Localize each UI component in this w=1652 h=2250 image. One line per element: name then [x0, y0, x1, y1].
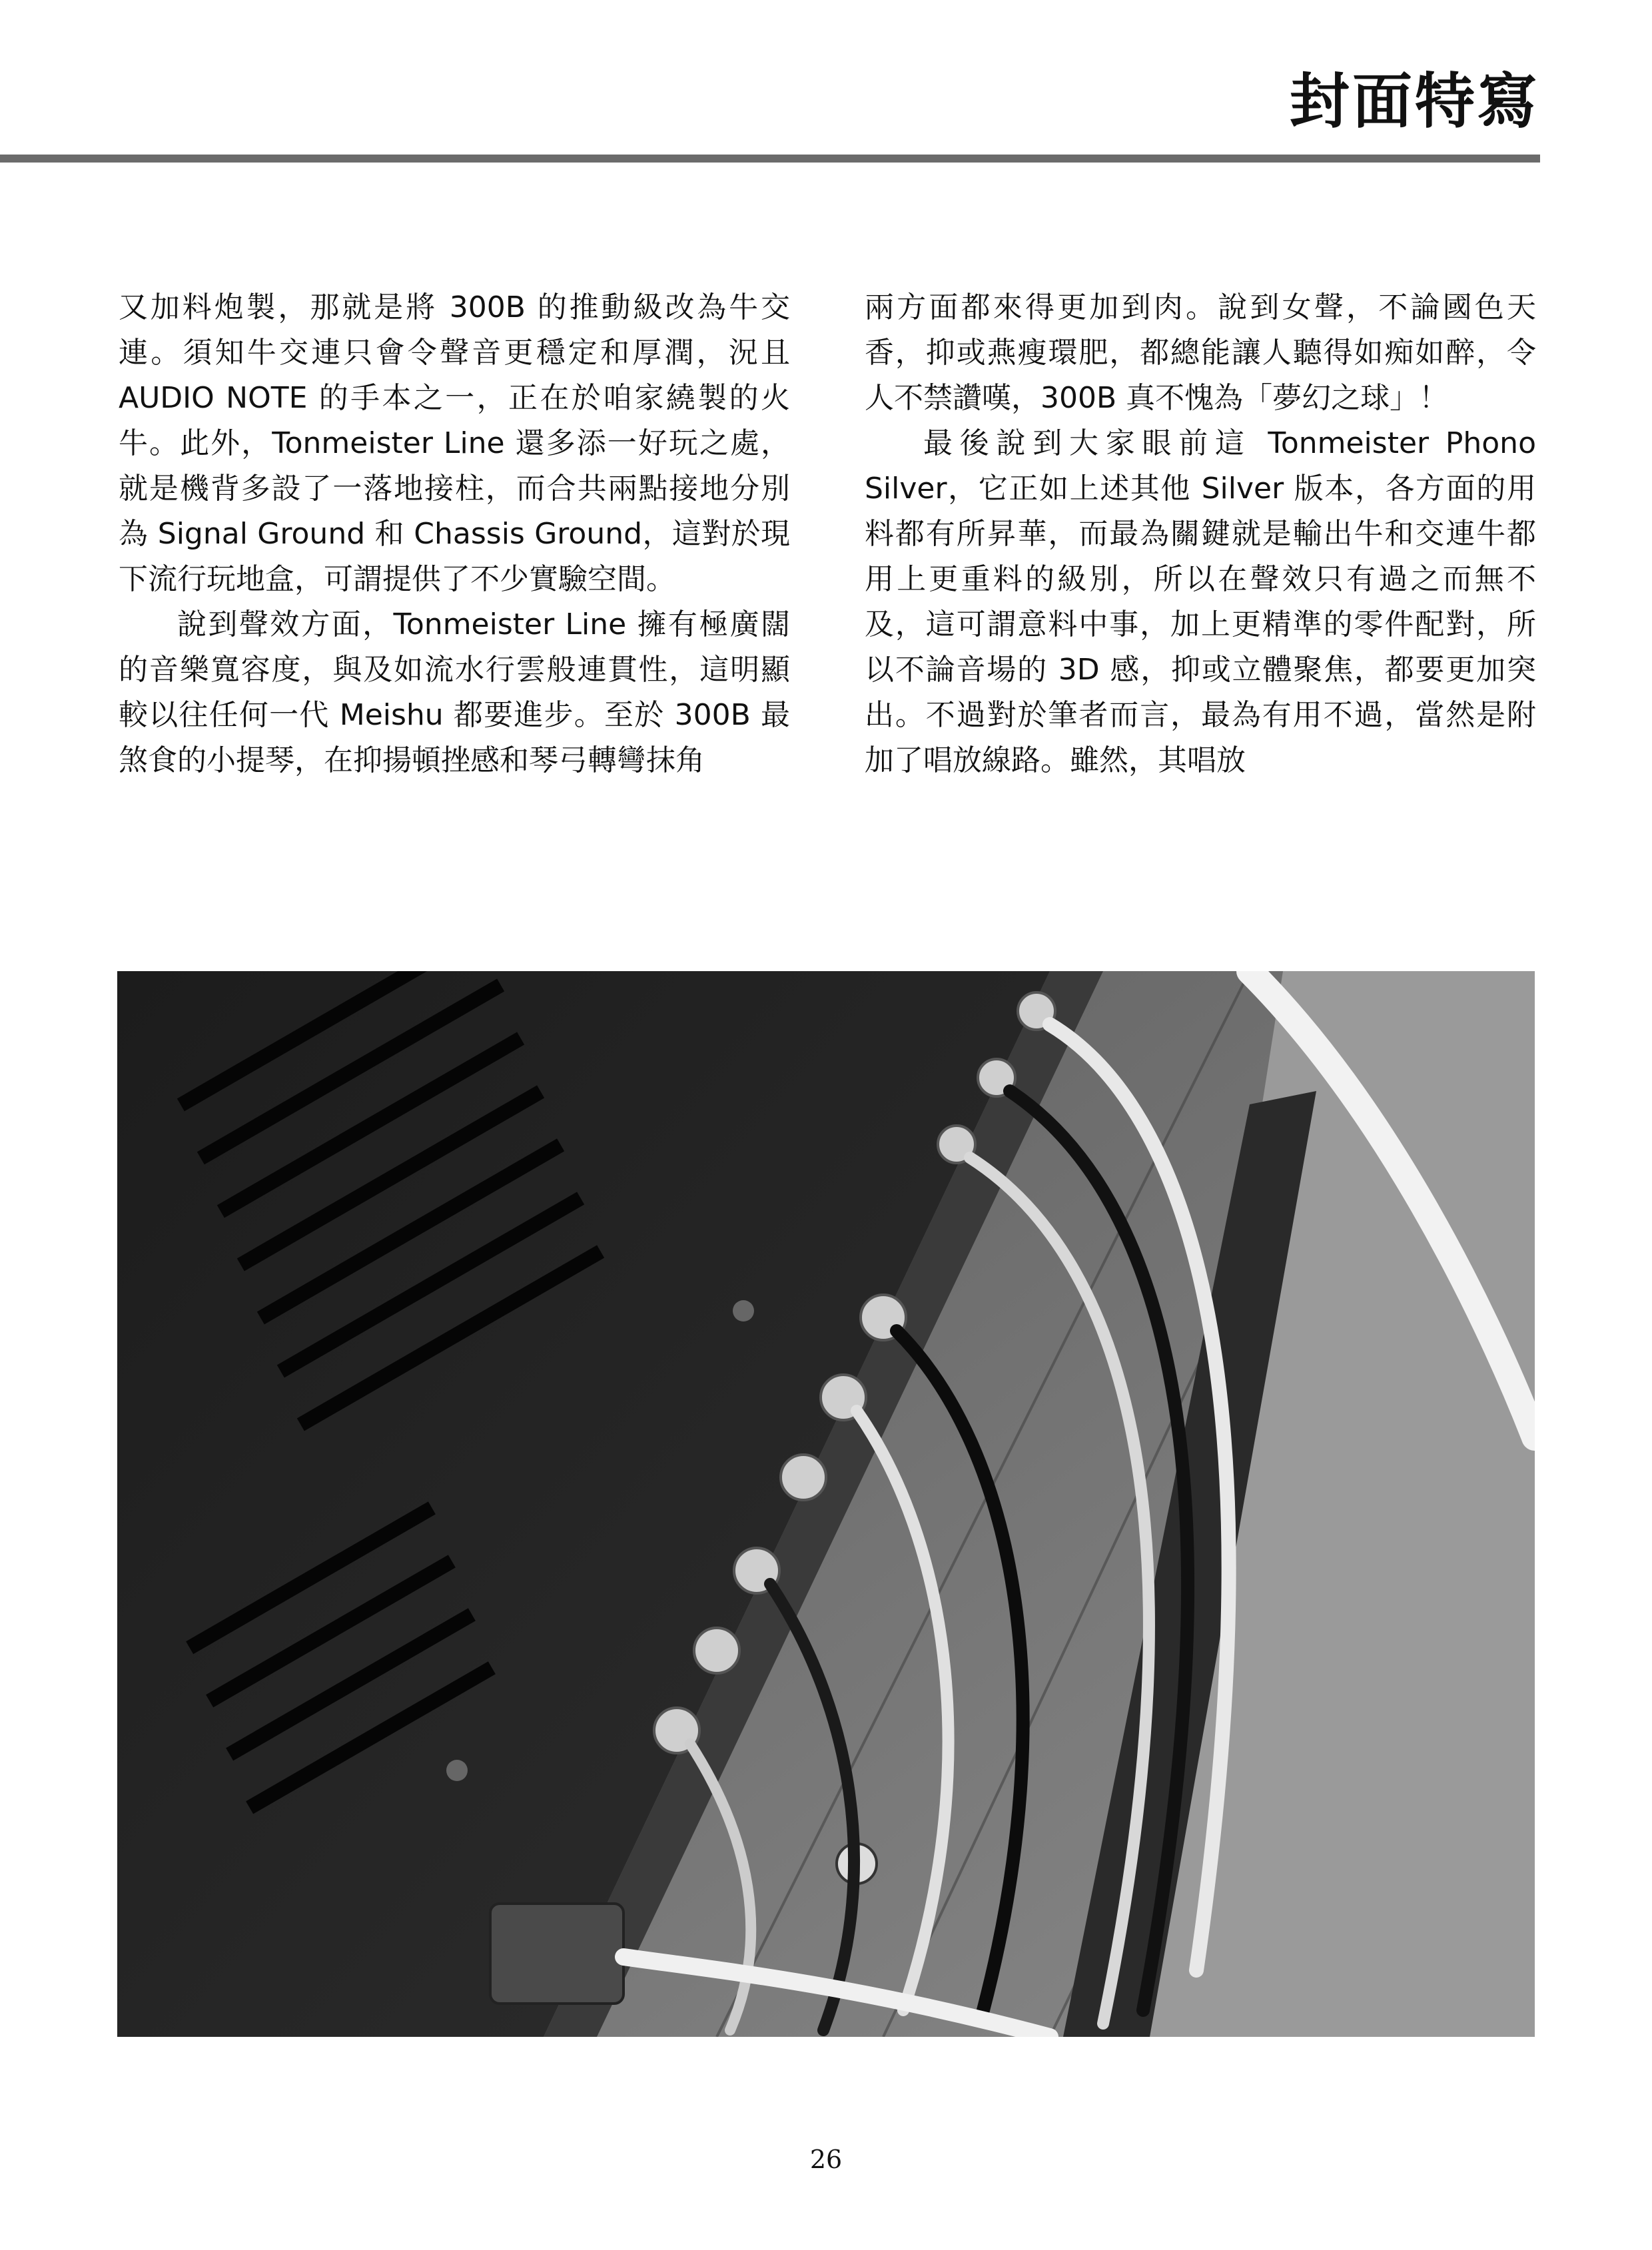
- page-number: 26: [809, 2145, 843, 2174]
- paragraph: 兩方面都來得更加到肉。說到女聲，不論國色天香，抑或燕瘦環肥，都總能讓人聽得如痴如醉，令人不禁讚嘆，300B 真不愧為「夢幻之球」！: [865, 290, 1536, 415]
- photo-illustration: [117, 971, 1535, 2037]
- article-column-right: [865, 285, 1536, 783]
- section-title: 封面特寫: [1290, 67, 1540, 137]
- screw-icon: [733, 1300, 754, 1321]
- header-divider: [0, 155, 1540, 163]
- paragraph: 又加料炮製，那就是將 300B 的推動級改為牛交連。須知牛交連只會令聲音更穩定和厚潤，況且 AUDIO NOTE 的手本之一，正在於咱家繞製的火牛。此外，Tonmeister Line 還多添一好玩之處，就是機背多設了一落地接柱，而合共兩點接地分別為 Signal Ground 和 Chassis Ground，這對於現下流行玩地盒，可謂提供了不少實驗空間。: [119, 290, 790, 596]
- power-inlet-icon: [490, 1904, 623, 2004]
- paragraph: 最後說到大家眼前這 Tonmeister Phono Silver，它正如上述其他 Silver 版本，各方面的用料都有所昇華，而最為關鍵就是輸出牛和交連牛都用上更重料的級別，所以在聲效只有過之而無不及，這可謂意料中事，加上更精準的零件配對，所以不論音場的 3D 感，抑或立體聚焦，都要更加突出。不過對於筆者而言，最為有用不過，當然是附加了唱放線路。雖然，其唱放: [865, 426, 1536, 777]
- article-column-left: [119, 285, 790, 783]
- screw-icon: [446, 1760, 468, 1781]
- amplifier-rear-panel-photo: [117, 971, 1535, 2037]
- paragraph: 說到聲效方面，Tonmeister Line 擁有極廣闊的音樂寬容度，與及如流水行雲般連貫性，這明顯較以往任何一代 Meishu 都要進步。至於 300B 最煞食的小提琴，在抑揚頓挫感和琴弓轉彎抹角: [119, 607, 790, 777]
